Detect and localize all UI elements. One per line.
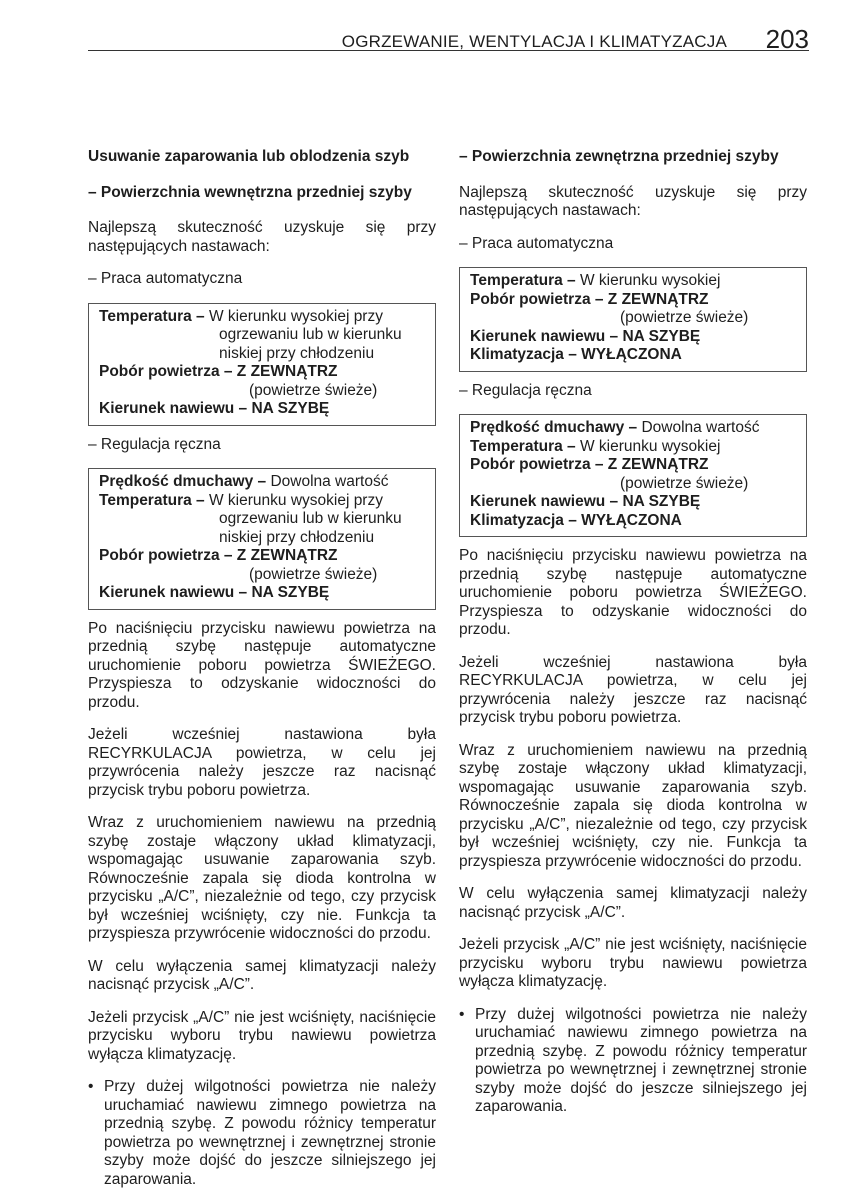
temperature-cont-2: niskiej przy chłodzeniu — [219, 344, 375, 362]
temperature-cont-1: ogrzewaniu lub w kierunku — [219, 510, 402, 527]
blower-speed-value: Dowolna wartość — [641, 419, 760, 436]
chapter-title: OGRZEWANIE, WENTYLACJA I KLIMATYZACJA — [341, 32, 727, 51]
body-paragraph: W celu wyłączenia samej klimatyzacji należy nacisnąć przycisk „A/C”. — [88, 957, 436, 993]
manual-mode-label: – Regulacja ręczna — [459, 381, 592, 399]
manual-settings-box — [88, 468, 436, 610]
temperature-value: W kierunku wysokiej przy — [208, 307, 383, 325]
intro-paragraph: Najlepszą skuteczność uzyskuje się przy następujących nastawach: — [88, 219, 436, 255]
bullet-mark: • — [459, 1005, 465, 1023]
intro-paragraph: Najlepszą skuteczność uzyskuje się przy następujących nastawach: — [459, 183, 807, 219]
body-paragraph: Po naciśnięciu przycisku nawiewu powietrza na przednią szybę następuje automatyczne uruchomienie poboru powietrza ŚWIEŻEGO. Przyspiesza to odzyskanie widoczności do przodu. — [459, 547, 807, 638]
temperature-cont-2: niskiej przy chłodzeniu — [219, 528, 375, 546]
body-paragraph: Wraz z uruchomieniem nawiewu na przednią szybę zostaje włączony układ klimatyzacji, wspomagając usuwanie zaparowania szyb. Równocześnie zapala się dioda kontrolna w przycisku „A/C”, niezależnie od tego, czy przycisk był wcześniej wciśnięty, czy nie. Funkcja ta przyspiesza przywrócenie widoczności do przodu. — [459, 741, 807, 870]
manual-settings-box — [459, 414, 807, 537]
bullet-text: Przy dużej wilgotności powietrza nie należy uruchamiać nawiewu zimnego powietrza na przednią szybę. Z powodu różnicy temperatur powietrza po wewnętrznej i zewnętrznej stronie szyby może dojść do jeszcze silniejszego jej zaparowania. — [475, 1005, 807, 1115]
direction-label: Kierunek nawiewu – NA SZYBĘ — [99, 400, 330, 417]
subsection-heading: – Powierzchnia zewnętrzna przedniej szyby — [459, 148, 779, 165]
temperature-value: W kierunku wysokiej przy — [208, 491, 383, 509]
intake-label: Pobór powietrza – Z ZEWNĄTRZ — [99, 363, 338, 380]
temperature-value: W kierunku wysokiej — [579, 437, 721, 455]
temperature-label: Temperatura – — [470, 272, 576, 289]
page-number: 203 — [765, 24, 809, 54]
blower-speed-label: Prędkość dmuchawy – — [99, 473, 267, 490]
bullet-mark: • — [88, 1078, 94, 1095]
body-paragraph: Jeżeli wcześniej nastawiona była RECYRKULACJA powietrza, w celu jej przywrócenia należy jeszcze raz nacisnąć przycisk trybu poboru powietrza. — [459, 653, 807, 726]
body-paragraph: Po naciśnięciu przycisku nawiewu powietrza na przednią szybę następuje automatyczne uruchomienie poboru powietrza ŚWIEŻEGO. Przyspiesza to odzyskanie widoczności do przodu. — [88, 619, 436, 711]
manual-mode-label: – Regulacja ręczna — [88, 435, 221, 453]
intake-note: (powietrze świeże) — [249, 565, 378, 583]
bullet-item — [88, 1078, 436, 1189]
direction-label: Kierunek nawiewu – NA SZYBĘ — [470, 327, 701, 345]
intake-label: Pobór powietrza – Z ZEWNĄTRZ — [470, 290, 709, 308]
bullet-item — [459, 1006, 807, 1117]
intake-note: (powietrze świeże) — [620, 474, 749, 492]
ac-label: Klimatyzacja – WYŁĄCZONA — [470, 346, 682, 363]
bullet-text: Przy dużej wilgotności powietrza nie należy uruchamiać nawiewu zimnego powietrza na przednią szybę. Z powodu różnicy temperatur powietrza po wewnętrznej i zewnętrznej stronie szyby może dojść do jeszcze silniejszego jej zaparowania. — [104, 1078, 436, 1188]
direction-label: Kierunek nawiewu – NA SZYBĘ — [470, 493, 701, 510]
intake-label: Pobór powietrza – Z ZEWNĄTRZ — [99, 547, 338, 564]
intake-note: (powietrze świeże) — [620, 309, 749, 326]
ac-label: Klimatyzacja – WYŁĄCZONA — [470, 511, 682, 529]
section-heading: Usuwanie zaparowania lub oblodzenia szyb — [88, 148, 410, 165]
page-header — [0, 0, 845, 60]
subsection-heading: – Powierzchnia wewnętrzna przedniej szyby — [88, 183, 412, 201]
intake-note: (powietrze świeże) — [249, 381, 378, 399]
temperature-label: Temperatura – — [470, 437, 576, 455]
auto-settings-box — [459, 267, 807, 372]
intake-label: Pobór powietrza – Z ZEWNĄTRZ — [470, 456, 709, 473]
temperature-label: Temperatura – — [99, 491, 205, 509]
temperature-value: W kierunku wysokiej — [579, 272, 721, 289]
header-rule — [88, 50, 809, 51]
blower-speed-label: Prędkość dmuchawy – — [470, 419, 638, 436]
auto-mode-label: – Praca automatyczna — [88, 270, 243, 287]
direction-label: Kierunek nawiewu – NA SZYBĘ — [99, 584, 330, 601]
body-paragraph: Jeżeli przycisk „A/C” nie jest wciśnięty, naciśnięcie przycisku wyboru trybu nawiewu powietrza wyłącza klimatyzację. — [459, 936, 807, 990]
body-paragraph: W celu wyłączenia samej klimatyzacji należy nacisnąć przycisk „A/C”. — [459, 885, 807, 921]
body-paragraph: Wraz z uruchomieniem nawiewu na przednią szybę zostaje włączony układ klimatyzacji, wspomagając usuwanie zaparowania szyb. Równocześnie zapala się dioda kontrolna w przycisku „A/C”, niezależnie od tego, czy przycisk był wcześniej wciśnięty, czy nie. Funkcja ta przyspiesza przywrócenie widoczności do przodu. — [88, 814, 436, 942]
auto-mode-label: – Praca automatyczna — [459, 234, 614, 252]
left-column — [88, 148, 436, 1197]
blower-speed-value: Dowolna wartość — [270, 473, 389, 490]
temperature-label: Temperatura – — [99, 307, 205, 325]
right-column — [459, 148, 807, 1125]
temperature-cont-1: ogrzewaniu lub w kierunku — [219, 326, 402, 343]
body-paragraph: Jeżeli przycisk „A/C” nie jest wciśnięty, naciśnięcie przycisku wyboru trybu nawiewu powietrza wyłącza klimatyzację. — [88, 1008, 436, 1063]
auto-settings-box — [88, 303, 436, 426]
body-paragraph: Jeżeli wcześniej nastawiona była RECYRKULACJA powietrza, w celu jej przywrócenia należy jeszcze raz nacisnąć przycisk trybu poboru powietrza. — [88, 726, 436, 799]
